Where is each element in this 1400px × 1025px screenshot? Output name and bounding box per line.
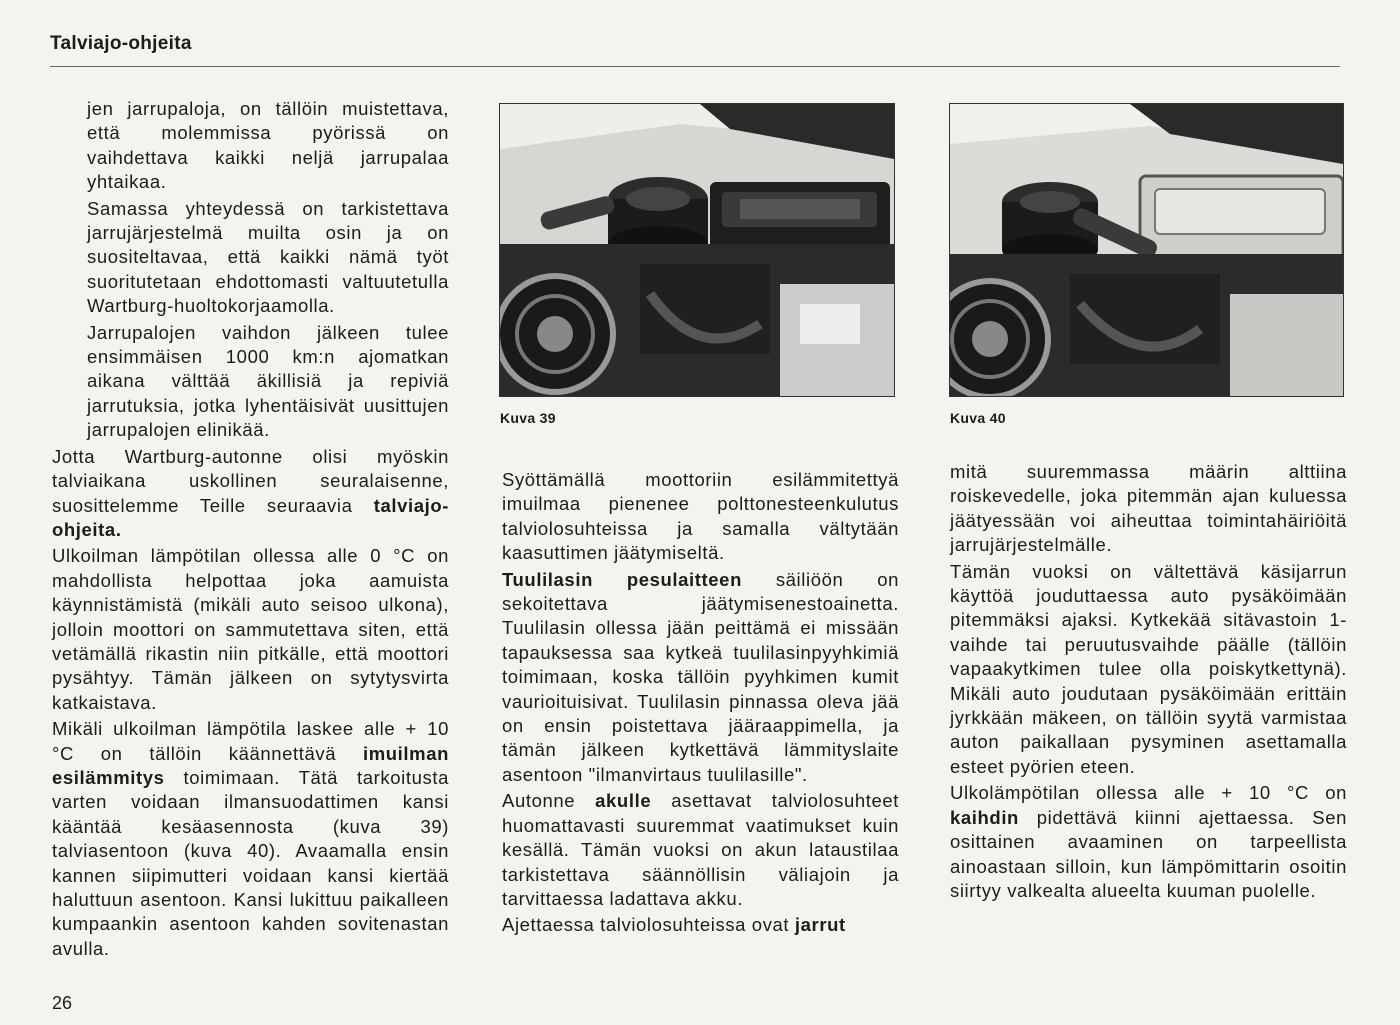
header-rule <box>50 66 1340 67</box>
paragraph-text: toimimaan. Tätä tarkoitusta varten voidaan ilmansuodattimen kansi kääntää kesäasennosta (kuva 39) talviasentoon (kuva 40). Avaamalla ensin kannen siipimutteri voidaan kansi kiertää haluttuun asentoon. Kansi lukittuu paikalleen kumpaankin asentoon kahden sovitenastan avulla. <box>52 766 449 959</box>
paragraph-text: Jotta Wartburg-autonne olisi myöskin talviaikana uskollinen seuralaisenne, suosittelemme Teille seuraavia <box>52 445 449 516</box>
paragraph <box>950 781 1347 903</box>
text-column-3 <box>950 460 1347 905</box>
paragraph: mitä suuremmassa määrin alttiina roiskevedelle, joka pitemmän ajan kuluessa jäätyessään voi aiheuttaa toimintahäiriöitä jarrujärjestelmälle. <box>950 461 1347 556</box>
paragraph: Ulkoilman lämpötilan ollessa alle 0 °C on mahdollista helpottaa joka aamuista käynnistämistä (mikäli auto seisoo ulkona), jolloin moottori on sammutettava siten, että vetämällä rikastin niin pitkälle, että moottori pysähtyy. Tämän jälkeen on sytytysvirta katkaistava. <box>52 545 449 713</box>
bold-term: jarrut <box>794 914 846 936</box>
paragraph: Tämän vuoksi on vältettävä käsijarrun käyttöä jouduttaessa auto pysäköimään pitemmäksi ajaksi. Kytkekää sitävastoin 1-vaihde tai peruutusvaihde päälle (tällöin vapaakytkimen tulee olla poiskytkettynä). Mikäli auto joudutaan pysäköimään erittäin jyrkkään mäkeen, on tällöin syytä varmistaa auton paikallaan pysyminen asettamalla esteet pyörien eteen. <box>950 560 1347 777</box>
page-title: Talviajo-ohjeita <box>50 33 192 54</box>
paragraph <box>502 789 899 911</box>
bold-term: imuilman esilämmitys <box>52 742 449 788</box>
text-column-1 <box>52 97 449 963</box>
paragraph-text: Ajettaessa talviolosuhteissa ovat <box>502 914 795 936</box>
bold-term: kaihdin <box>950 806 1019 828</box>
paragraph <box>52 445 449 543</box>
bold-term: talviajo-ohjeita. <box>52 494 449 540</box>
page-number: 26 <box>52 993 73 1013</box>
engine-photo-winter <box>949 103 1344 397</box>
paragraph-text: Mikäli ulkoilman lämpötila laskee alle + 10 °C on tällöin käännettävä <box>52 718 449 764</box>
bold-term: Tuulilasin pesulaitteen <box>502 568 742 590</box>
paragraph: Jarrupalojen vaihdon jälkeen tulee ensimmäisen 1000 km:n ajomatkan aikana välttää äkillisiä ja repiviä jarrutuksia, jotka lyhentäisivät uusittujen jarrupalojen elinikää. <box>87 321 449 441</box>
paragraph-text: Autonne <box>502 790 596 812</box>
paragraph-text: asettavat talviolosuhteet huomattavasti suuremmat vaatimukset kuin kesällä. Tämän vuoksi on akun lataustilaa tarkistettava säännöllisin väliajoin ja tarvittaessa ladattava akku. <box>502 790 899 909</box>
paragraph-text: pidettävä kiinni ajettaessa. Sen osittainen avaaminen on tarpeellista ainoastaan silloin, kun lämpömittarin osoitin siirtyy valkealta alueelta kuuman puolelle. <box>950 806 1347 901</box>
paragraph <box>52 717 449 961</box>
engine-photo-summer <box>499 103 895 397</box>
paragraph-text: Ulkolämpötilan ollessa alle + 10 °C on <box>950 782 1347 804</box>
engine-photo-drawing <box>500 104 894 396</box>
text-column-2 <box>502 468 899 940</box>
paragraph: jen jarrupaloja, on tällöin muistettava, että molemmissa pyörissä on vaihdettava kaikki neljä jarrupalaa yhtaikaa. <box>87 98 449 193</box>
bold-term: akulle <box>595 790 652 812</box>
paragraph-text: säiliöön on sekoitettava jäätymisenestoainetta. Tuulilasin ollessa jään peittämä ei missään tapauksessa saa kytkeä tuulilasinpyyhkimiä toimimaan, koska tällöin pyyhkimen kumit vaurioituisivat. Tuulilasin pinnassa oleva jää on ensin poistettava jääraappimella, ja tämän jälkeen kytkettävä lämmityslaite asentoon "ilmanvirtaus tuulilasille". <box>502 568 899 785</box>
figure-caption: Kuva 39 <box>500 410 556 426</box>
paragraph <box>502 913 899 937</box>
paragraph <box>502 568 899 788</box>
figure-caption: Kuva 40 <box>950 410 1006 426</box>
paragraph: Syöttämällä moottoriin esilämmitettyä imuilmaa pienenee polttonesteenkulutus talviolosuhteissa ja samalla vältytään kaasuttimen jäätymiseltä. <box>502 469 899 564</box>
paragraph: Samassa yhteydessä on tarkistettava jarrujärjestelmä muilta osin ja on suositeltavaa, että kaikki nämä työt suoritutetaan ehdottomasti valtuutetulla Wartburg-huoltokorjaamolla. <box>87 197 449 317</box>
engine-photo-drawing <box>950 104 1343 396</box>
